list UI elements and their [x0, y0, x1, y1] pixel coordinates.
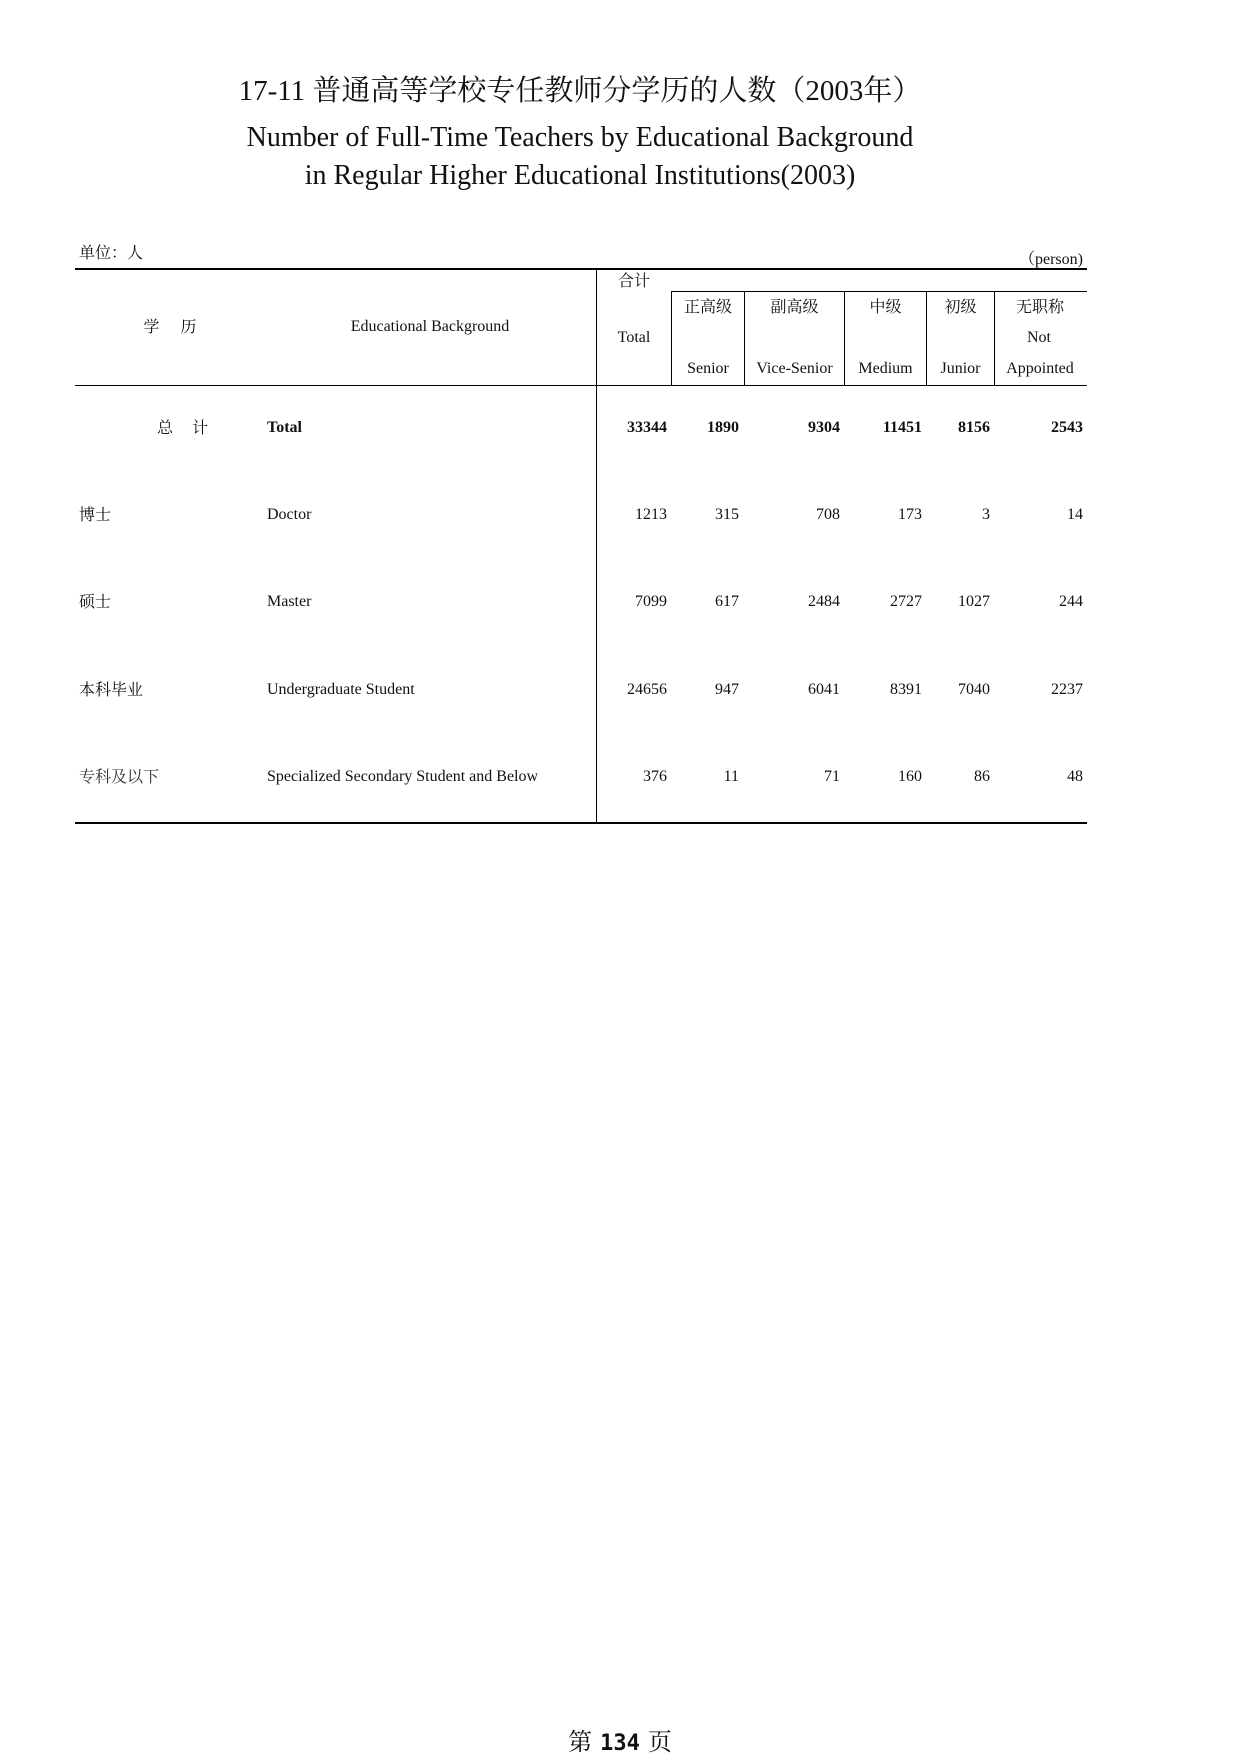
- cell-junior: 3: [982, 506, 990, 523]
- header-background-cn: 学 历: [143, 317, 197, 336]
- unit-cn: 单位：人: [79, 243, 144, 262]
- cell-vice-senior: 2484: [808, 593, 840, 610]
- cell-junior: 1027: [958, 593, 990, 610]
- cell-total: 24656: [627, 681, 667, 698]
- cell-junior: 86: [974, 768, 990, 785]
- cell-senior: 11: [723, 768, 739, 785]
- unit-en: （person): [1019, 251, 1083, 268]
- page-number-value: 134: [600, 1731, 640, 1756]
- cell-vice-senior: 71: [824, 768, 840, 785]
- cell-vice-senior: 708: [816, 506, 840, 523]
- cell-medium: 8391: [890, 681, 922, 698]
- row-label-en: Undergraduate Student: [267, 681, 415, 698]
- page-number: [0, 1722, 1240, 1757]
- cell-junior: 8156: [958, 419, 990, 436]
- cell-not-appointed: 14: [1067, 506, 1083, 523]
- row-label-en: Specialized Secondary Student and Below: [267, 768, 539, 785]
- cell-vice-senior: 6041: [808, 681, 840, 698]
- header-vice-senior-en: Vice-Senior: [756, 360, 833, 377]
- cell-senior: 315: [715, 506, 739, 523]
- cell-not-appointed: 2237: [1051, 681, 1083, 698]
- cell-senior: 617: [715, 593, 739, 610]
- table-bottom-rule: [75, 822, 1087, 824]
- row-label-en: Master: [267, 593, 312, 610]
- cell-medium: 160: [898, 768, 922, 785]
- table-top-rule: [75, 268, 1087, 270]
- cell-not-appointed: 2543: [1051, 419, 1083, 436]
- row-label-cn: 专科及以下: [79, 767, 160, 786]
- row-label-cn: 硕士: [79, 592, 112, 611]
- cell-junior: 7040: [958, 681, 990, 698]
- cell-vice-senior: 9304: [808, 419, 840, 436]
- title-cn: 17-11 普通高等学校专任教师分学历的人数（2003年）: [238, 75, 922, 107]
- header-senior-en: Senior: [687, 360, 729, 377]
- row-label-cn: 本科毕业: [79, 680, 144, 699]
- row-label-en: Doctor: [267, 506, 312, 523]
- header-vice-senior-cn: 副高级: [770, 297, 819, 316]
- cell-total: 1213: [635, 506, 667, 523]
- header-senior-cn: 正高级: [683, 297, 732, 316]
- cell-total: 7099: [635, 593, 667, 610]
- cell-medium: 2727: [890, 593, 922, 610]
- header-junior-cn: 初级: [944, 297, 977, 316]
- row-label-en: Total: [267, 419, 302, 436]
- cell-not-appointed: 244: [1059, 593, 1083, 610]
- title-en-line2: in Regular Higher Educational Institutions(2003): [304, 160, 856, 191]
- title-en-line1: Number of Full-Time Teachers by Educational Background: [246, 122, 914, 153]
- header-background-en: Educational Background: [350, 318, 510, 335]
- cell-not-appointed: 48: [1067, 768, 1083, 785]
- page-prefix: 第: [568, 1728, 593, 1756]
- cell-senior: 947: [715, 681, 739, 698]
- cell-total: 33344: [627, 419, 667, 436]
- cell-senior: 1890: [707, 419, 739, 436]
- header-total-cn: 合计: [617, 271, 650, 290]
- page-suffix: 页: [647, 1728, 672, 1756]
- row-label-cn: 总 计: [157, 418, 209, 437]
- cell-medium: 173: [898, 506, 922, 523]
- header-not-appointed-cn: 无职称: [1015, 297, 1064, 316]
- header-not-appointed-en-line2: Appointed: [1006, 360, 1074, 377]
- cell-medium: 11451: [882, 419, 922, 436]
- header-medium-cn: 中级: [869, 297, 902, 316]
- label-divider: [596, 269, 597, 822]
- header-total-en: Total: [617, 329, 651, 346]
- row-label-cn: 博士: [79, 505, 112, 524]
- subheader-rule: [671, 291, 1087, 292]
- cell-total: 376: [643, 768, 667, 785]
- header-bottom-rule: [75, 385, 1087, 386]
- header-medium-en: Medium: [858, 360, 913, 377]
- header-junior-en: Junior: [940, 360, 981, 377]
- header-not-appointed-en-line1: Not: [1027, 329, 1051, 346]
